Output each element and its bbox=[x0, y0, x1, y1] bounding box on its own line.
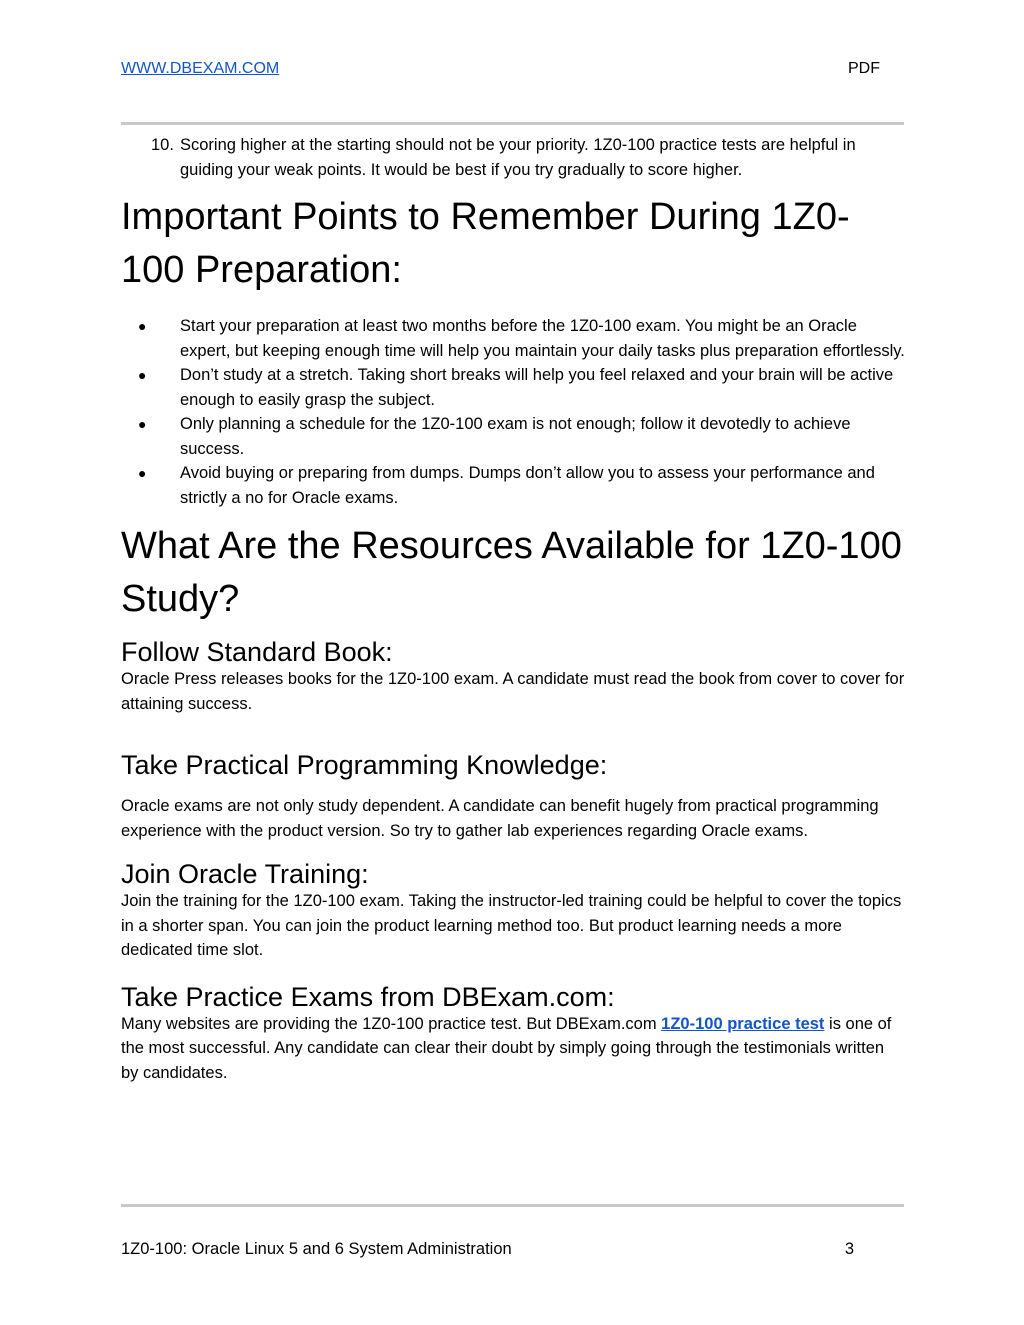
section-heading-resources: What Are the Resources Available for 1Z0-100 Study? bbox=[121, 525, 902, 620]
practice-text-after: is one of the most successful. Any candidate can clear their doubt by simply going through the testimonials written by candidates. bbox=[121, 1014, 892, 1082]
numbered-item-text: Scoring higher at the starting should not be your priority. 1Z0-100 practice tests are helpful in guiding your weak points. It would be best if you try gradually to score higher. bbox=[180, 136, 856, 179]
practice-text-before: Many websites are providing the 1Z0-100 practice test. But DBExam.com bbox=[121, 1014, 662, 1033]
page-content bbox=[121, 133, 906, 1085]
subheading-oracle-training: Join Oracle Training: bbox=[121, 859, 369, 889]
numbered-item-10 bbox=[121, 133, 906, 182]
footer-title: 1Z0-100: Oracle Linux 5 and 6 System Administration bbox=[121, 1240, 512, 1258]
paragraph-programming-knowledge: Oracle exams are not only study dependent. A candidate can benefit hugely from practical programming experience with the product version. So try to gather lab experiences regarding Oracle exams. bbox=[121, 797, 879, 840]
list-item-text: Don’t study at a stretch. Taking short breaks will help you feel relaxed and your brain will be active enough to easily grasp the subject. bbox=[180, 366, 894, 409]
page-header bbox=[121, 60, 880, 86]
bullet-icon: ● bbox=[138, 465, 147, 481]
subheading-programming-knowledge: Take Practical Programming Knowledge: bbox=[121, 750, 608, 780]
list-item-text: Avoid buying or preparing from dumps. Dumps don’t allow you to assess your performance and strictly a no for Oracle exams. bbox=[180, 464, 875, 507]
bullet-icon: ● bbox=[138, 416, 147, 432]
subheading-standard-book: Follow Standard Book: bbox=[121, 637, 393, 667]
list-item-text: Only planning a schedule for the 1Z0-100 exam is not enough; follow it devotedly to achieve success. bbox=[180, 415, 851, 458]
list-item bbox=[121, 461, 906, 510]
paragraph-oracle-training: Join the training for the 1Z0-100 exam. Taking the instructor-led training could be helpful to cover the topics in a shorter span. You can join the product learning method too. But product learning needs a more dedicated time slot. bbox=[121, 892, 902, 959]
paragraph-standard-book: Oracle Press releases books for the 1Z0-100 exam. A candidate must read the book from cover to cover for attaining success. bbox=[121, 670, 905, 713]
subheading-practice-exams: Take Practice Exams from DBExam.com: bbox=[121, 981, 615, 1012]
bullet-icon: ● bbox=[138, 318, 147, 334]
list-item bbox=[121, 314, 906, 363]
important-points-list bbox=[121, 314, 906, 510]
header-site-link[interactable]: WWW.DBEXAM.COM bbox=[121, 60, 280, 77]
header-divider bbox=[121, 122, 904, 125]
paragraph-practice-exams bbox=[121, 1012, 906, 1086]
list-number: 10. bbox=[151, 136, 174, 154]
footer-divider bbox=[121, 1204, 904, 1207]
bullet-icon: ● bbox=[138, 367, 147, 383]
practice-test-link[interactable]: 1Z0-100 practice test bbox=[661, 1014, 825, 1033]
list-item bbox=[121, 412, 906, 461]
header-pdf-label: PDF bbox=[848, 60, 880, 77]
list-item bbox=[121, 363, 906, 412]
page-number: 3 bbox=[844, 1240, 854, 1258]
list-item-text: Start your preparation at least two months before the 1Z0-100 exam. You might be an Oracle expert, but keeping enough time will help you maintain your daily tasks plus preparation effortlessly. bbox=[180, 317, 905, 360]
section-heading-important-points: Important Points to Remember During 1Z0-100 Preparation: bbox=[121, 196, 850, 291]
